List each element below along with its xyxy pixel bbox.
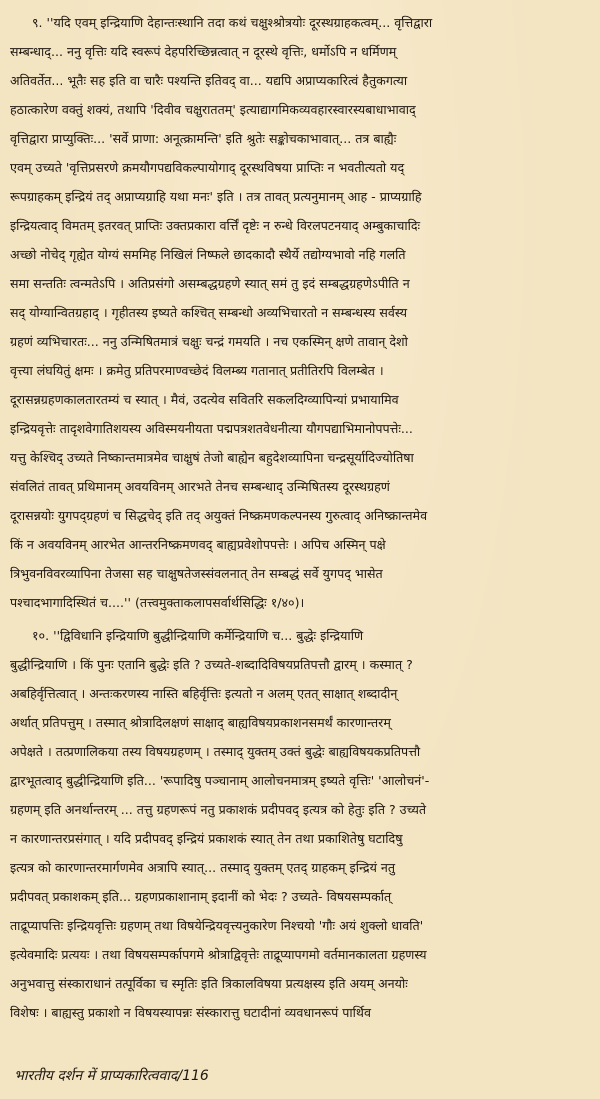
passage-9 [10,8,590,617]
text-line: यत्तु केश्चिद् उच्यते निष्कान्तमात्रमेव चाक्षुषं तेजो बाह्येन बहुदेशव्यापिना चन्द्रसूर्यादिज्योतिषा [10,450,414,465]
text-line: वृत्तिद्वारा प्राप्युक्तिः... 'सर्वे प्राणा: अनूत्क्रामन्ति' इति श्रुतेः सङ्कोचकाभावात्... तत्र बाह्यैः [10,131,397,146]
text-line: इत्येवमादिः प्रत्ययः । तथा विषयसम्पर्कापगमे श्रोत्राद्विवृत्तेः ताद्रूप्यापगमो वर्तमानकालता ग्रहणस्य [10,947,427,962]
text-line: न कारणान्तरप्रसंगात् । यदि प्रदीपवद् इन्द्रियं प्रकाशकं स्यात् तेन तथा प्रकाशितेषु घटादिषु [10,831,403,846]
text-line: अनुभवात्तु संस्काराधानं तत्पूर्विका च स्मृतिः इति त्रिकालविषया प्रत्यक्षस्य इति अयम् अनयोः [10,976,408,991]
text-line: एवम् उच्यते 'वृत्तिप्रसरणे क्रमयौगपद्यविकल्पायोगाद् दूरस्थविषया प्राप्तिः न भवतीत्यतो यद् [10,160,405,175]
text-line: सद् योग्यान्वितग्रहाद् । गृहीतस्य इष्यते कश्चित् सम्बन्धो अव्यभिचारतो न सम्बन्धस्य सर्वस्य [10,305,408,320]
text-line: इन्द्रियवृत्तेः तादृशवेगातिशयस्य अविस्मयनीयता पद्मपत्रशतवेधनीत्या यौगपद्याभिमानोपपत्तेः... [10,421,413,436]
text-line: ग्रहणम् इति अनर्थान्तरम् ... तत्तु ग्रहणरूपं नतु प्रकाशकं प्रदीपवद् इत्यत्र को हेतुः इति ? उच्यते [10,802,427,817]
text-line: ग्रहणं व्यभिचारतः... ननु उन्मिषितमात्रं चक्षुः चन्द्रं गमयति । नच एकस्मिन् क्षणे तावान् देशो [10,334,408,349]
text-line: अबहिर्वृत्तित्वात् । अन्तःकरणस्य नास्ति बहिर्वृत्तिः इत्यतो न अलम् एतत् साक्षात् शब्दादीन् [10,686,398,701]
text-line: इत्यत्र को कारणान्तरमार्गणमेव अत्रापि स्यात्... तस्माद् युक्तम् एतद् ग्राहकम् इन्द्रियं नतु [10,860,396,875]
text-line: वृत्त्या लंघयितुं क्षमः । क्रमेतु प्रतिपरमाण्वच्छेदं विलम्ब्य गतानात् प्रतीतिरपि विलम्बेत । [10,363,384,378]
text-line: ताद्रूप्यापत्तिः इन्द्रियवृत्तिः ग्रहणम् तथा विषयेन्द्रियवृत्त्यनुकारेण निश्चयो 'गौः अयं शुक्लो धावति' [10,918,424,933]
text-line: द्वारभूतत्वाद् बुद्धीन्द्रियाणि इति... 'रूपादिषु पञ्चानाम् आलोचनमात्रम् इष्यते वृत्तिः' 'आलोचनं'- [10,773,430,788]
text-line: बुद्धीन्द्रियाणि । किं पुनः एतानि बुद्धेः इति ? उच्यते-शब्दादिविषयप्रतिपत्तौ द्वारम् । कस्मात् ? [10,657,413,672]
text-line: ९. ''यदि एवम् इन्द्रियाणि देहान्तःस्थानि तदा कथं चक्षुश्श्रोत्रयोः दूरस्थग्राहकत्वम्... वृत्तिद्वारा [32,15,433,30]
text-line: पश्चादभागादिस्थितं च....'' (तत्त्वमुक्ताकलापसर्वार्थसिद्धिः १/४०)। [10,595,305,610]
text-line: अपेक्षते । तत्प्रणालिकया तस्य विषयग्रहणम् । तस्माद् युक्तम् उक्तं बुद्धेः बाह्यविषयकप्रतिपत्तौ [10,744,421,759]
text-line: सम्बन्धाद्... ननु वृत्तिः यदि स्वरूपं देहपरिच्छिन्नत्वात् न दूरस्थे वृत्तिः, धर्मोऽपि न धर्मिणम् [10,44,397,59]
text-line: रूपग्राहकम् इन्द्रियं तद् अप्राप्यग्राहि यथा मनः' इति । तत्र तावत् प्रत्यनुमानम् आह - प्राप्यग्राहि [10,189,422,204]
text-line: विशेषः । बाह्यस्तु प्रकाशो न विषयस्यापन्नः संस्कारात्तु घटादीनां व्यवधानरूपं पार्थिव [10,1005,371,1020]
text-line: समा सन्ततिः त्वन्मतेऽपि । अतिप्रसंगो असम्बद्धग्रहणे स्यात् समं तु इदं सम्बद्धग्रहणेऽपीति न [10,276,410,291]
text-line: प्रदीपवत् प्रकाशकम् इति... ग्रहणप्रकाशानाम् इदानीं को भेदः ? उच्यते- विषयसम्पर्कात् [10,889,392,904]
text-line: दूरासन्नयोः युगपद्ग्रहणं च सिद्धचेद् इति तद् अयुक्तं निष्क्रमणकल्पनस्य गुरुत्वाद् अनिष्क्रान्तमेव [10,508,428,523]
text-line: संवलितं तावत् प्रथिमानम् अवयविनम् आरभते तेनच सम्बन्धाद् उन्मिषितस्य दूरस्थग्रहणं [10,479,390,494]
text-line: इन्द्रियत्वाद् विमतम् इतरवत् प्राप्तिः उक्तप्रकारा वर्त्तिं दृष्टेः न रुन्धे विरलपटनयाद् अम्बुकाचादिः [10,218,421,233]
text-line: अच्छो नोचेद् गृह्येत योग्यं सममिह निखिलं निष्फले छादकादौ स्थैर्ये तद्योग्यभावो नहि गलति [10,247,406,262]
text-line: १०. ''द्विविधानि इन्द्रियाणि बुद्धीन्द्रियाणि कर्मेन्द्रियाणि च... बुद्धेः इन्द्रियाणि [32,628,364,643]
text-line: दूरासन्नग्रहणकालतारतम्यं च स्यात् । मैवं, उदत्येव सवितरि सकलदिग्व्यापिन्यां प्रभायामिव [10,392,399,407]
text-line: अतिवर्तेत... भूतैः सह इति वा चारैः पश्यन्ति इतिवद् वा... यद्यपि अप्राप्यकारित्वं हैतुकगत्या [10,73,408,88]
text-line: हठात्कारेण वक्तुं शक्यं, तथापि 'दिवीव चक्षुराततम्' इत्याद्यागमिकव्यवहारस्वारस्यबाधाभावाद् [10,102,416,117]
text-line: अर्थात् प्रतिपत्तुम् । तस्मात् श्रोत्रादिलक्षणं साक्षाद् बाह्यविषयप्रकाशनसमर्थं कारणान्तरम् [10,715,391,730]
passage-10 [10,621,590,1027]
text-line: किं न अवयविनम् आरभेत आन्तरनिष्क्रमणवद् बाह्यप्रवेशोपपत्तेः । अपिच अस्मिन् पक्षे [10,537,386,552]
page-footer: भारतीय दर्शन में प्राप्यकारित्ववाद/116 [14,1068,209,1084]
text-line: त्रिभुवनविवरव्यापिना तेजसा सह चाक्षुषतेजस्संवलनात् तेन सम्बद्धं सर्वे युगपद् भासेत [10,566,383,581]
